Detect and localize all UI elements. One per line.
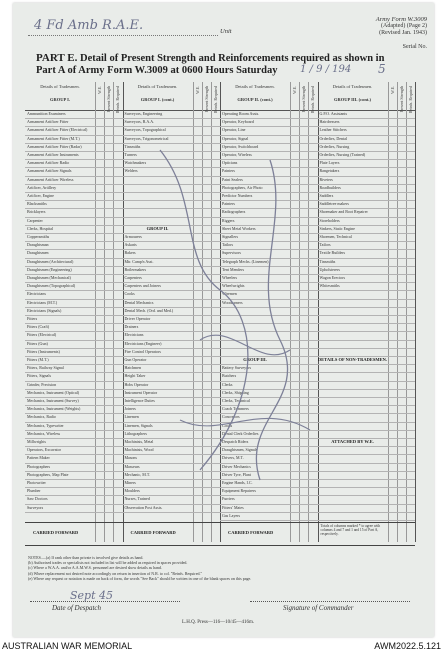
trade-name: Armament Artificer Fitter [27,119,69,125]
trade-name: Electricians (M.T.) [27,299,58,305]
trade-name: Saddletree makers [319,201,349,207]
column-header-details: Details of Tradesmen. GROUP III. (cont.) [332,84,373,102]
trade-name: Butchers [222,373,237,379]
note-line: (b) Authorised trades or specialists not included in list will be added as required in spaces provided. [28,560,188,566]
trade-name: Driver Mechanics [222,463,251,469]
trade-name: Mechanics, Instrument (Survey) [27,398,79,403]
trade-name: Clerks [222,381,233,387]
unit-handwriting: 4 Fd Amb R.A.E. [34,18,144,33]
trade-name: Pattern Maker [27,455,50,461]
column-header-reinf: Reinfs. Required [115,86,121,114]
trade-name: Wheelers [222,275,238,280]
trade-name: Cooks [222,422,233,428]
trade-name: Operator, Keyboard [222,119,254,125]
trade-name: Operator, Wireless [222,152,252,157]
trade-name: Painters [222,201,235,207]
trade-name: Draughtsmen (Topographical) [27,283,76,289]
trade-name: Sheet Metal Workers [222,225,256,231]
trade-name: Shoemaker and Boot Repairer [319,209,368,215]
trade-name: Orderlies, Dental [319,135,348,141]
trade-name: Operator, Line [222,127,246,133]
trade-name: Welders [124,168,138,174]
trade-name: Intelligence Duties [124,398,155,403]
trade-name: Moulders [124,488,140,494]
trade-name: Operator, Switchboard [222,143,259,149]
trade-name: Masseurs [124,463,140,469]
trade-name: Whitesmiths [319,283,340,289]
date-despatch-line [30,600,180,602]
trade-name: Concretors [222,414,240,420]
trade-name: Blacksmiths [27,201,47,207]
trade-name: Equipment Repairers [222,488,256,494]
note-line: NOTES.—(a) If rank other than private is involved give details as hand. [28,555,144,560]
column-header-details: Details of Tradesmen. GROUP I. (cont.) [137,84,178,102]
column-rule [415,82,416,542]
trade-name: Draughtsmen, Signals [222,447,258,453]
signature-line [250,600,410,602]
trade-name: Draughtsmen (Architectural) [27,258,74,264]
trade-name: Hatchmen [124,365,141,371]
trade-name: Draughtsman [27,242,49,248]
trade-name: Paint Sealers [222,176,243,182]
trade-name: Draughtsmen (Engineering) [27,266,72,272]
trade-name: Photographers, Air Photo [222,184,263,190]
year-handwriting: 5 [378,62,386,76]
trade-name: Fitters (Electrical) [27,332,57,338]
trade-name: Wiremen [222,291,237,297]
part-label: PART E. [36,52,78,64]
trade-name: Bakers [124,250,136,256]
table-row [123,504,221,513]
column-header-reinf: Reinfs. Required [407,86,413,114]
trade-name: Armament Artificer Fitter (Radar) [27,143,82,149]
trade-name: Nurses, Trained [124,496,150,502]
trade-name: Gun Operator [124,357,147,362]
trade-name: Fitters, Signals [27,373,52,379]
trade-name: Askaris [124,242,137,248]
trade-name: Electricians (Signals) [27,307,62,313]
trade-name: Armament Artificer Signals [27,168,72,174]
trade-name: Riveters [319,176,333,182]
trade-name: Photowriter [27,480,46,485]
army-form-number: Army Form W.3009 [375,16,427,23]
note-line: (c) Where a W.A.A. and/or A.A.M.W.S. personnel are desired show details as hand. [28,565,162,571]
trade-name: Tinsmiths [319,258,336,264]
trade-name: Turners [124,152,137,157]
trade-name: Operating Room Assts. [222,111,260,116]
trade-name: Photographers [27,463,51,469]
trade-name: Predictor Numbers [222,193,253,198]
trade-name: Signallers [222,234,238,239]
carried-forward-label: CARRIED FORWARD [130,530,176,535]
group-subheading: GROUP II. [146,225,169,231]
trade-name: Leather Stitchers [319,127,347,133]
trade-name: Electricians [124,332,144,338]
trade-name: G.P.O. Assistants [319,111,348,116]
column-header-we: W.E. [292,86,297,94]
trade-name: Armament Artificer Fitter (M.T.) [27,135,80,141]
trade-name: Fitters (Gun) [27,340,48,346]
trade-name: Driver Operator [124,316,151,321]
trade-name: Observation Post Assts. [124,504,163,510]
despatch-handwriting: Sept 45 [70,589,114,602]
table-row [25,504,123,513]
trade-name: Gas Layers [222,512,241,518]
trade-name: Surveyors, Engineering [124,111,163,116]
trade-name: Mechanics, Typewriter [27,422,64,428]
column-header-we: W.E. [97,86,102,94]
carried-forward-label: CARRIED FORWARD [33,530,79,535]
trade-name: Artificer, Artillery [27,184,57,190]
column-header-details: Details of Tradesmen. GROUP I. [40,84,80,102]
trade-name: Fitters (Craft) [27,324,50,330]
trade-name: Radiographers [222,209,246,215]
trade-name: Operator, Signal [222,135,249,141]
trade-name: Clerks, Shipping [222,389,249,395]
trade-name: Linemen, Signals [124,422,153,428]
column-header-details: Details of Tradesmen. GROUP II. (cont.) [235,84,275,102]
notes-block [28,555,408,581]
trade-name: Bricklayers [27,209,46,215]
army-form-ref [376,16,427,37]
trade-name: Mechanic, M.T. [124,471,150,477]
trade-name: Armourers [124,234,142,239]
trade-name: Photographers, Map Plate [27,471,69,477]
trade-name: Despatch Riders [222,439,249,444]
trade-name: Joiners [124,406,136,412]
totals-note: Totals of columns marked * to agree with columns 4 and 7 and 1 and 15 of Part A, respectively. [320,524,381,537]
column-header-reinf: Reinfs. Required [212,86,218,114]
trade-name: Coach Trimmers [222,406,249,412]
note-line: (e) Where any request or notation is made on back of form, the words "See Back" should be written in one of the blank spaces on this page. [28,575,252,581]
trade-name: Supervisors [222,250,241,256]
trade-name: Height Taker [124,373,146,379]
trade-name: Engine Hands, I.C. [222,480,253,485]
trade-name: Cooks [124,291,135,297]
trade-name: Artificer, Engine [27,193,54,198]
table-row [220,512,318,521]
group-subheading: GROUP III. [243,357,267,362]
trade-name: Armament Artificer Wireless [27,176,74,182]
trade-name: Boilermakers [124,266,147,272]
trade-name: Battery Surveyors [222,365,251,371]
trade-name: Operators, Excavator [27,447,61,453]
trade-name: Clerks, Hospital [27,225,53,231]
trade-name: Wheelwrights [222,283,245,289]
trade-name: Fitters (M.T.) [27,357,49,362]
trade-name: Hobs Operator [124,381,149,387]
trade-name: Surveyors, Topographical [124,127,166,133]
group-subheading: DETAILS OF NON-TRADESMEN. [317,357,388,362]
trade-name: Fitters [27,316,38,321]
trade-name: Saddlers [319,193,334,198]
title-text: Detail of Present Strength and Reinforcements required as shown in Part A of Army Form W.3009 at 0600 Hours Saturday [36,53,385,76]
column-header-present: Present Strength [203,86,209,113]
column-header-present: Present Strength [398,86,404,113]
trade-name: Electricians (Engineer) [124,340,162,346]
trade-name: Fitters, Railway Signal [27,365,64,371]
trade-name: Carpenter [27,217,43,223]
trade-name: Armament Artificer Fitter (Electrical) [27,127,88,133]
column-header-present: Present Strength [301,86,307,113]
trade-name: Tent Menders [222,266,245,272]
trade-name: Tinsmiths [124,143,141,149]
trade-name: Clerks, Technical [222,398,250,403]
trade-name: Drainers [124,324,139,330]
trade-name: Surveyors [27,504,44,510]
trade-name: Machinists, Wood [124,447,154,453]
trade-name: Armament Artificer Instruments [27,152,79,157]
trade-name: Draughtsmen (Mechanical) [27,275,71,280]
trade-name: Carpenters [124,275,142,280]
trade-name: Electricians [27,291,46,297]
trade-name: Millwrights [27,439,46,444]
trade-name: Linemen [124,414,139,420]
trade-name: Mechanics, Wireless [27,430,61,436]
trade-name: Mechanics, Instrument (Optical) [27,389,80,395]
trade-name: Tailors [319,242,331,248]
trade-name: Rangetakers [319,168,340,174]
trade-name: Coppersmiths [27,234,50,239]
trade-name: Armament Artificer Radio [27,160,70,166]
group-subheading: ATTACHED BY W.E. [331,439,374,444]
trade-name: Dental Mech. (Ord. and Med.) [124,307,174,313]
trade-name: Ammunition Examiners [27,111,66,116]
trade-name: Grinder, Precision [27,381,57,387]
caption-right: AWM2022.5.121 [374,641,441,651]
army-form-adapted: (Adapted) (Page 2) [381,23,427,29]
trade-name: Carpenters and Joiners [124,283,161,289]
trade-name: Miners [124,480,136,485]
trade-name: Opticians [222,160,238,166]
army-form-revised: (Revised Jan. 1943) [379,30,427,36]
trade-name: Fitters' Mates [222,504,244,510]
carried-forward-label: CARRIED FORWARD [228,530,274,535]
column-header-we: W.E. [389,86,395,94]
trade-name: Textile Builders [319,250,346,256]
column-header-we: W.E. [194,86,200,94]
trade-name: Instrument Operator [124,389,158,395]
table-row [318,512,416,521]
trade-name: Plate Layers [319,160,340,166]
trade-name: Drivers, M.T. [222,455,244,461]
trade-name: Driver Tyre, Plant [222,471,251,477]
trade-name: Lithographers [124,430,147,436]
serial-no: Serial No. [402,44,427,50]
press-mark: L.H.Q. Press—116—10/45—416m. [182,620,255,625]
trade-name: Wagon Erectors [319,275,346,280]
trade-name: Hairdressers [319,119,340,125]
column-header-present: Present Strength [106,86,112,113]
trade-name: Orderlies, Nursing [319,143,350,149]
trade-name: Shoemen, Technical [319,234,352,239]
note-line: (d) Where replacement not desired note accordingly on return in insertion of N.R. to col. "Reinfs. Required." [28,570,203,576]
trade-name: Watchmakers [124,160,147,166]
trade-name: Sinkers, Static Engine [319,225,355,231]
trade-name: Fitters (Instruments) [27,348,60,354]
trade-name: Woodturners [222,299,243,305]
trade-name: Furriers [222,496,235,502]
column-header-reinf: Reinfs. Required [310,86,316,114]
trade-name: Dental Clerk Orderlies [222,430,259,436]
caption-left: AUSTRALIAN WAR MEMORIAL [2,641,133,651]
trade-name: Tailors [222,242,234,248]
trade-name: Plumber [27,488,41,494]
trade-name: Surveyors, Trigonometrical [124,135,169,141]
unit-line [28,35,218,36]
signature-label: Signature of Commander [283,604,354,612]
date-handwriting: 1 / 9 / 194 [300,64,352,75]
trade-name: Masons [124,455,137,461]
trade-name: Upholsterers [319,266,340,272]
date-despatch-label: Date of Despatch [52,604,101,612]
trade-name: Orderlies, Nursing (Trained) [319,152,366,157]
trade-name: Mechanics, Instrument (Weights) [27,406,81,412]
trade-name: Dental Mechanics [124,299,154,305]
trade-name: Painters [222,168,235,174]
unit-label: Unit [220,28,232,35]
trade-name: Telegraph Mechs. (Linemen) [222,258,269,264]
trade-name: Saw Doctors [27,496,48,502]
trade-name: Draughtsmen [27,250,49,256]
handwritten-scrawl [140,140,330,500]
trade-name: Mtr. Camp'n Asst. [124,258,154,264]
trade-name: Fire Control Operators [124,348,161,354]
trade-name: Machinists, Metal [124,439,154,444]
trade-name: Mechanics, Radio [27,414,56,420]
trade-name: Roadbuilders [319,184,341,190]
trade-name: Storeholders [319,217,340,223]
trade-name: Riggers [222,217,235,223]
trade-name: Surveyors, R.A.A. [124,119,155,125]
